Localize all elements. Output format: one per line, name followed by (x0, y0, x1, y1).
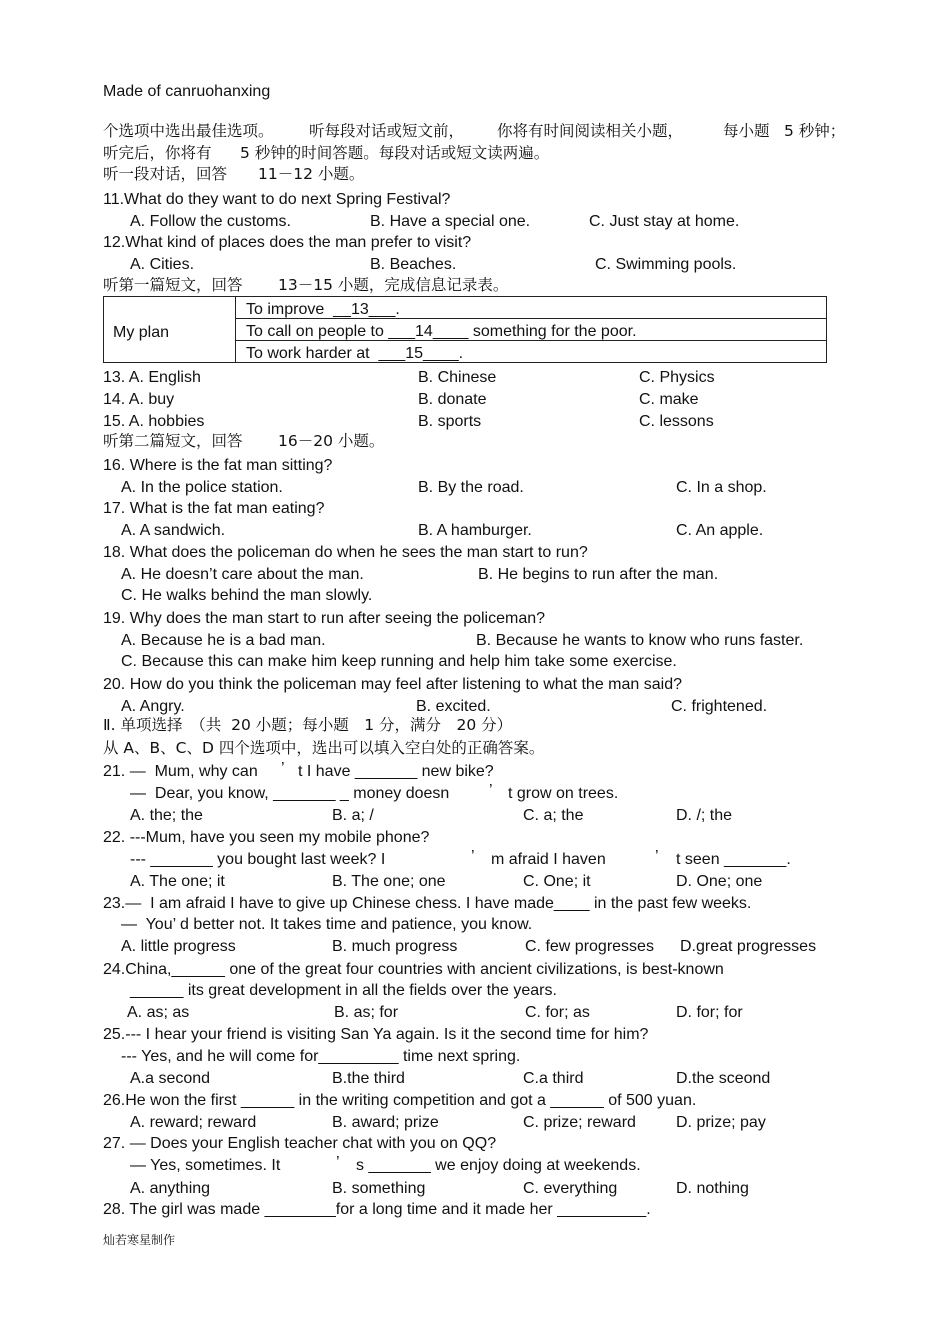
q14-option-b: B. donate (418, 391, 487, 408)
q24-option-a: A. as; as (127, 1004, 190, 1021)
q22-line2-a: --- _______ you bought last week? I (130, 851, 386, 868)
q27-line2-apostrophe: ’ (336, 1154, 340, 1171)
intro-line2b: 5 秒钟的时间答题。每段对话或短文读两遍。 (240, 144, 550, 162)
q15-option-c: C. lessons (639, 413, 714, 430)
q14-option-a: 14. A. buy (103, 391, 175, 408)
q26-line1: 26.He won the first ______ in the writing competition and got a ______ of 500 yuan. (103, 1092, 697, 1109)
q24-option-d: D. for; for (676, 1004, 743, 1021)
q20-option-a: A. Angry. (121, 698, 185, 715)
q24-option-b: B. as; for (334, 1004, 399, 1021)
q16-stem: 16. Where is the fat man sitting? (103, 457, 333, 474)
q17-option-a: A. A sandwich. (121, 522, 226, 539)
q22-option-d: D. One; one (676, 873, 763, 890)
q24-option-c: C. for; as (525, 1004, 590, 1021)
q27-line2-c: s _______ we enjoy doing at weekends. (356, 1157, 641, 1174)
intro-line1e: 5 秒钟； (784, 122, 846, 140)
q26-option-a: A. reward; reward (130, 1114, 257, 1131)
q21-option-a: A. the; the (130, 807, 203, 824)
q24-line1: 24.China,______ one of the great four countries with ancient civilizations, is best-known (103, 961, 724, 978)
q17-stem: 17. What is the fat man eating? (103, 500, 325, 517)
q27-line1: 27. — Does your English teacher chat with you on QQ? (103, 1135, 497, 1152)
section2-title: Ⅱ. 单项选择 （共 20 小题；每小题 1 分，满分 20 分） (103, 716, 513, 734)
q21-line2-apostrophe: ’ (489, 782, 493, 799)
intro-line3b: 11－12 小题。 (258, 165, 365, 183)
q13-option-a: 13. A. English (103, 369, 201, 386)
q23-line2: — You’ d better not. It takes time and patience, you know. (121, 916, 533, 933)
q23-option-c: C. few progresses (525, 938, 654, 955)
q21-line1-c: t I have _______ new bike? (298, 763, 494, 780)
q18-stem: 18. What does the policeman do when he sees the man start to run? (103, 544, 588, 561)
q17-option-b: B. A hamburger. (418, 522, 532, 539)
q22-line2-e: t seen _______. (676, 851, 791, 868)
q11-option-b: B. Have a special one. (370, 213, 531, 230)
q13-option-b: B. Chinese (418, 369, 497, 386)
q12-stem: 12.What kind of places does the man prefer to visit? (103, 234, 472, 251)
q22-option-a: A. The one; it (130, 873, 225, 890)
q15-option-a: 15. A. hobbies (103, 413, 205, 430)
q21-line1-apostrophe: ’ (281, 760, 285, 777)
q25-option-b: B.the third (332, 1070, 405, 1087)
q26-option-c: C. prize; reward (523, 1114, 636, 1131)
q27-option-d: D. nothing (676, 1180, 749, 1197)
intro-line1c: 你将有时间阅读相关小题， (497, 122, 684, 140)
plan-row-2: To call on people to ___14____ something for the poor. (246, 323, 637, 340)
q16-option-b: B. By the road. (418, 479, 524, 496)
q25-line2: --- Yes, and he will come for_________ time next spring. (121, 1048, 521, 1065)
footer-text: 灿若寒星制作 (103, 1233, 176, 1247)
q11-stem: 11.What do they want to do next Spring Festival? (103, 191, 451, 208)
q11-option-c: C. Just stay at home. (589, 213, 740, 230)
plan-table-row (236, 297, 826, 319)
q20-option-c: C. frightened. (671, 698, 768, 715)
passage1-instr-a: 听第一篇短文，回答 (103, 276, 243, 294)
plan-table-row (236, 319, 826, 341)
q27-option-b: B. something (332, 1180, 426, 1197)
q24-line2: ______ its great development in all the fields over the years. (130, 982, 557, 999)
q19-option-b: B. Because he wants to know who runs faster. (476, 632, 804, 649)
q21-option-c: C. a; the (523, 807, 584, 824)
q13-option-c: C. Physics (639, 369, 715, 386)
q18-option-c: C. He walks behind the man slowly. (121, 587, 373, 604)
q25-line1: 25.--- I hear your friend is visiting San Ya again. Is it the second time for him? (103, 1026, 649, 1043)
q25-option-a: A.a second (130, 1070, 211, 1087)
passage1-instr-b: 13－15 小题，完成信息记录表。 (278, 276, 509, 294)
q21-line2-a: — Dear, you know, _______ _ money doesn (130, 785, 450, 802)
plan-table-row (236, 341, 826, 363)
q12-option-c: C. Swimming pools. (595, 256, 737, 273)
passage2-instr-a: 听第二篇短文，回答 (103, 432, 243, 450)
plan-table (103, 296, 827, 363)
q12-option-a: A. Cities. (130, 256, 195, 273)
q22-line2-apostrophe2: ’ (655, 848, 659, 865)
q23-option-b: B. much progress (332, 938, 458, 955)
q18-option-b: B. He begins to run after the man. (478, 566, 719, 583)
intro-line1b: 听每段对话或短文前， (309, 122, 465, 140)
q23-option-d: D.great progresses (680, 938, 817, 955)
q16-option-a: A. In the police station. (121, 479, 283, 496)
header-text: Made of canruohanxing (103, 83, 271, 100)
q26-option-d: D. prize; pay (676, 1114, 766, 1131)
q22-option-b: B. The one; one (332, 873, 446, 890)
q23-line1: 23.— I am afraid I have to give up Chinese chess. I have made____ in the past few weeks. (103, 895, 752, 912)
q12-option-b: B. Beaches. (370, 256, 457, 273)
q22-line2-apostrophe1: ’ (471, 848, 475, 865)
intro-line3a: 听一段对话，回答 (103, 165, 228, 183)
q21-line1-a: 21. — Mum, why can (103, 763, 258, 780)
q26-option-b: B. award; prize (332, 1114, 439, 1131)
plan-table-label: My plan (113, 324, 170, 341)
q11-option-a: A. Follow the customs. (130, 213, 291, 230)
q27-line2-a: — Yes, sometimes. It (130, 1157, 281, 1174)
q19-option-a: A. Because he is a bad man. (121, 632, 326, 649)
q15-option-b: B. sports (418, 413, 482, 430)
passage2-instr-b: 16－20 小题。 (278, 432, 385, 450)
q17-option-c: C. An apple. (676, 522, 764, 539)
intro-line1d: 每小题 (723, 122, 770, 140)
q21-option-b: B. a; / (332, 807, 374, 824)
q22-option-c: C. One; it (523, 873, 591, 890)
intro-line1a: 个选项中选出最佳选项。 (103, 122, 274, 140)
q22-line2-c: m afraid I haven (491, 851, 606, 868)
plan-table-label-cell (104, 297, 236, 362)
q16-option-c: C. In a shop. (676, 479, 767, 496)
plan-row-3: To work harder at ___15____. (246, 345, 464, 362)
q20-option-b: B. excited. (416, 698, 491, 715)
q20-stem: 20. How do you think the policeman may feel after listening to what the man said? (103, 676, 682, 693)
section2-instructions: 从 A、B、C、D 四个选项中，选出可以填入空白处的正确答案。 (103, 739, 545, 757)
intro-line2a: 听完后，你将有 (103, 144, 212, 162)
q27-option-c: C. everything (523, 1180, 618, 1197)
q21-line2-c: t grow on trees. (508, 785, 619, 802)
q21-option-d: D. /; the (676, 807, 733, 824)
q27-option-a: A. anything (130, 1180, 211, 1197)
q14-option-c: C. make (639, 391, 699, 408)
q25-option-c: C.a third (523, 1070, 584, 1087)
q28-line1: 28. The girl was made ________for a long time and it made her __________. (103, 1201, 651, 1218)
q23-option-a: A. little progress (121, 938, 236, 955)
q25-option-d: D.the sceond (676, 1070, 771, 1087)
plan-row-1: To improve __13___. (246, 301, 400, 318)
q19-option-c: C. Because this can make him keep running and help him take some exercise. (121, 653, 677, 670)
q22-line1: 22. ---Mum, have you seen my mobile phone? (103, 829, 430, 846)
q18-option-a: A. He doesn’t care about the man. (121, 566, 364, 583)
q19-stem: 19. Why does the man start to run after seeing the policeman? (103, 610, 546, 627)
